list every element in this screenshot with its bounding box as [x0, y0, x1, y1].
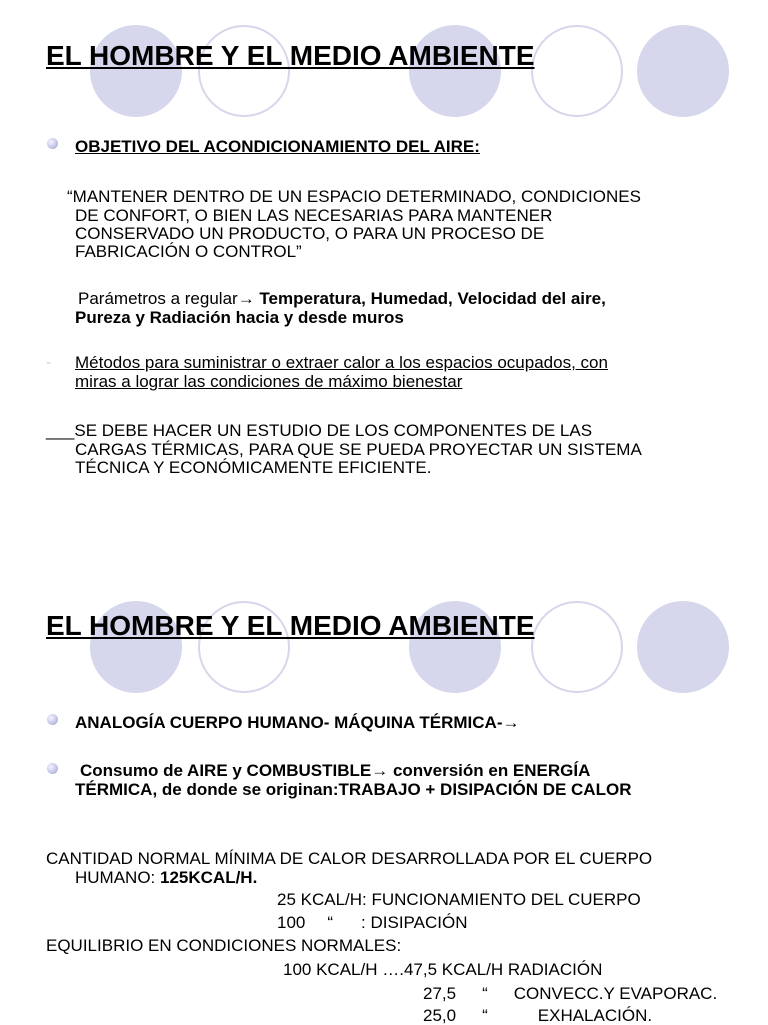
analogy-heading [75, 713, 520, 732]
bullet-icon [47, 714, 58, 725]
parameters-line-2: Pureza y Radiación hacia y desde muros [75, 308, 404, 327]
equilibrium-line-3 [423, 1006, 652, 1025]
consumption-text: Consumo de AIRE y COMBUSTIBLE [80, 761, 372, 780]
arrow-right-icon: → [371, 761, 389, 780]
quote-line: CONSERVADO UN PRODUCTO, O PARA UN PROCESO DE [75, 224, 545, 243]
equilibrium-heading: EQUILIBRIO EN CONDICIONES NORMALES: [46, 936, 402, 955]
value-100: 100 [277, 913, 306, 932]
quantity-line-1: CANTIDAD NORMAL MÍNIMA DE CALOR DESARROLLADA POR EL CUERPO [46, 849, 653, 868]
methods-line: miras a lograr las condiciones de máximo bienestar [75, 372, 463, 391]
equilibrium-line-1: 100 KCAL/H ….47,5 KCAL/H RADIACIÓN [283, 960, 603, 979]
parameters-list: Temperatura, Humedad, Velocidad del aire, [254, 289, 606, 308]
quantity-label: HUMANO: [75, 868, 160, 887]
decor-circle [637, 601, 729, 693]
arrow-right-icon: → [502, 713, 520, 732]
study-line: CARGAS TÉRMICAS, PARA QUE SE PUEDA PROYECTAR UN SISTEMA [75, 440, 642, 459]
decor-circle [531, 25, 623, 117]
arrow-right-icon: → [237, 289, 255, 308]
conversion-text: conversión en ENERGÍA [388, 761, 591, 780]
dissipation-text: : DISIPACIÓN [361, 913, 468, 932]
study-line-1 [46, 421, 592, 440]
consumption-line-1 [80, 761, 590, 780]
analogy-text: ANALOGÍA CUERPO HUMANO- MÁQUINA TÉRMICA- [75, 713, 503, 732]
bullet-icon [47, 138, 58, 149]
quantity-value: 125KCAL/H. [160, 868, 258, 887]
slide-title: EL HOMBRE Y EL MEDIO AMBIENTE [46, 40, 535, 71]
equilibrium-line-2 [423, 984, 717, 1003]
convection-text: CONVECC.Y EVAPORAC. [513, 984, 718, 1003]
ditto-mark: “ [327, 913, 334, 932]
line-100-kcal [277, 913, 467, 932]
objective-heading: OBJETIVO DEL ACONDICIONAMIENTO DEL AIRE: [75, 137, 480, 156]
quantity-line-2 [75, 868, 257, 887]
slide-title: EL HOMBRE Y EL MEDIO AMBIENTE [46, 610, 535, 641]
blank-line: ___ [46, 421, 75, 440]
decor-circle [531, 601, 623, 693]
consumption-line-2: TÉRMICA, de donde se originan:TRABAJO + DISIPACIÓN DE CALOR [75, 780, 632, 799]
line-25-kcal: 25 KCAL/H: FUNCIONAMIENTO DEL CUERPO [277, 890, 641, 909]
value-25-0: 25,0 [423, 1006, 457, 1025]
dash-bullet: - [46, 354, 51, 371]
ditto-mark: “ [482, 1006, 488, 1025]
parameters-line-1 [78, 289, 606, 308]
quote-line: DE CONFORT, O BIEN LAS NECESARIAS PARA MANTENER [75, 206, 553, 225]
quote-line: FABRICACIÓN O CONTROL” [75, 242, 302, 261]
exhalation-text: EXHALACIÓN. [537, 1006, 653, 1025]
decor-circle [637, 25, 729, 117]
parameters-label: Parámetros a regular [78, 289, 238, 308]
slide-2 [0, 570, 768, 1024]
value-27-5: 27,5 [423, 984, 457, 1003]
study-line: TÉCNICA Y ECONÓMICAMENTE EFICIENTE. [75, 458, 432, 477]
methods-line: Métodos para suministrar o extraer calor a los espacios ocupados, con [75, 353, 608, 372]
quote-line: “MANTENER DENTRO DE UN ESPACIO DETERMINADO, CONDICIONES [67, 187, 641, 206]
study-text: SE DEBE HACER UN ESTUDIO DE LOS COMPONENTES DE LAS [74, 421, 593, 440]
ditto-mark: “ [482, 984, 488, 1003]
bullet-icon [47, 763, 58, 774]
